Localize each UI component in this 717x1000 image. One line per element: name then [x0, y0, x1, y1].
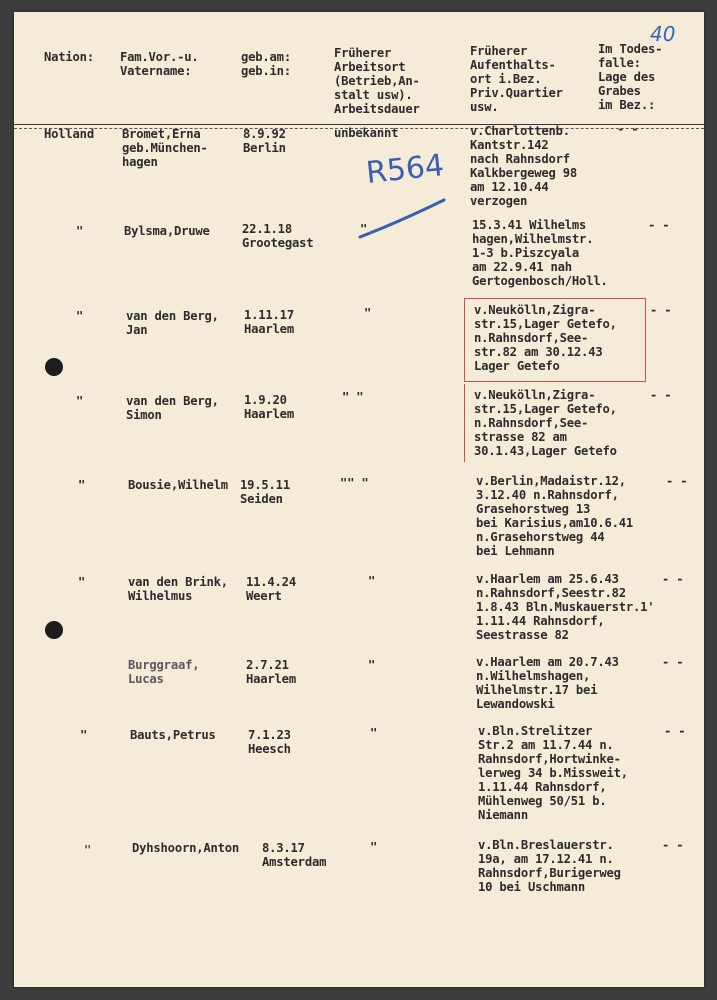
row4-nation: " [76, 394, 84, 408]
row2-born: 22.1.18 Grootegast [242, 222, 314, 250]
document-page [14, 12, 704, 987]
row1-born: 8.9.92 Berlin [243, 127, 286, 155]
row5-name: Bousie,Wilhelm [128, 478, 228, 492]
row3-name: van den Berg, Jan [126, 309, 219, 337]
header-born: geb.am: geb.in: [241, 50, 291, 78]
row5-work: "" " [340, 476, 369, 490]
row9-born: 8.3.17 Amsterdam [262, 841, 327, 869]
row1-nation: Holland [44, 127, 94, 141]
row3-nation: " [76, 309, 84, 323]
row8-grave: - - [664, 724, 686, 738]
header-name: Fam.Vor.-u. Vatername: [120, 50, 199, 78]
row1-name: Bromet,Erna geb.München- hagen [122, 127, 208, 169]
row1-work: unbekannt [334, 126, 399, 140]
page-number: 40 [650, 22, 676, 46]
row8-work: " [370, 726, 378, 740]
row8-nation: " [80, 728, 88, 742]
row5-residence: v.Berlin,Madaistr.12, 3.12.40 n.Rahnsdorf, Grasehorstweg 13 bei Karisius,am10.6.41 n.Grasehorstweg 44 bei Lehmann [476, 474, 634, 558]
red-mark-row4 [464, 384, 465, 462]
row6-nation: " [78, 575, 86, 589]
row8-residence: v.Bln.Strelitzer Str.2 am 11.7.44 n. Rahnsdorf,Hortwinke- lerweg 34 b.Missweit, 1.11.44 Rahnsdorf, Mühlenweg 50/51 b. Niemann [478, 724, 628, 822]
row3-work: " [364, 306, 372, 320]
row2-nation: " [76, 224, 84, 238]
row2-work: " [360, 222, 368, 236]
row7-grave: - - [662, 655, 684, 669]
row2-name: Bylsma,Druwe [124, 224, 210, 238]
row3-residence: v.Neukölln,Zigra- str.15,Lager Getefo, n.Rahnsdorf,See- str.82 am 30.12.43 Lager Getefo [474, 303, 617, 373]
row9-work: " [370, 840, 378, 854]
row3-born: 1.11.17 Haarlem [244, 308, 294, 336]
row4-grave: - - [650, 388, 672, 402]
row3-grave: - - [650, 303, 672, 317]
row9-grave: - - [662, 838, 684, 852]
punch-hole-upper [45, 358, 63, 376]
row7-name: Burggraaf, Lucas [128, 658, 200, 686]
row6-residence: v.Haarlem am 25.6.43 n.Rahnsdorf,Seestr.82 1.8.43 Bln.Muskauerstr.1' 1.11.44 Rahnsdorf, Seestrasse 82 [476, 572, 655, 642]
row6-grave: - - [662, 572, 684, 586]
row6-work: " [368, 574, 376, 588]
row4-residence: v.Neukölln,Zigra- str.15,Lager Getefo, n.Rahnsdorf,See- strasse 82 am 30.1.43,Lager Getefo [474, 388, 617, 458]
row4-name: van den Berg, Simon [126, 394, 219, 422]
row7-born: 2.7.21 Haarlem [246, 658, 296, 686]
row8-born: 7.1.23 Heesch [248, 728, 291, 756]
row6-born: 11.4.24 Weert [246, 575, 296, 603]
row9-name: Dyhshoorn,Anton [132, 841, 240, 855]
row9-nation: " [84, 843, 92, 857]
header-rule [14, 124, 704, 125]
row4-work: " " [342, 390, 364, 404]
row6-name: van den Brink, Wilhelmus [128, 575, 228, 603]
row1-residence: v.Charlottenb. Kantstr.142 nach Rahnsdorf Kalkbergeweg 98 am 12.10.44 verzogen [470, 124, 578, 208]
handwritten-stamp: R564 [364, 148, 446, 191]
header-workplace: Früherer Arbeitsort (Betrieb,An- stalt usw). Arbeitsdauer [334, 46, 420, 116]
row5-born: 19.5.11 Seiden [240, 478, 290, 506]
header-nation: Nation: [44, 50, 94, 64]
header-grave: Im Todes- falle: Lage des Grabes im Bez.: [598, 42, 663, 112]
row5-nation: " [78, 478, 86, 492]
row1-grave: - - [617, 122, 639, 136]
header-residence: Früherer Aufenthalts- ort i.Bez. Priv.Quartier usw. [470, 44, 563, 114]
row7-work: " [368, 658, 376, 672]
punch-hole-lower [45, 621, 63, 639]
row7-residence: v.Haarlem am 20.7.43 n.Wilhelmshagen, Wilhelmstr.17 bei Lewandowski [476, 655, 619, 711]
row2-residence: 15.3.41 Wilhelms hagen,Wilhelmstr. 1-3 b.Piszcyala am 22.9.41 nah Gertogenbosch/Holl. [472, 218, 608, 288]
row8-name: Bauts,Petrus [130, 728, 216, 742]
row9-residence: v.Bln.Breslauerstr. 19a, am 17.12.41 n. Rahnsdorf,Burigerweg 10 bei Uschmann [478, 838, 621, 894]
row4-born: 1.9.20 Haarlem [244, 393, 294, 421]
row2-grave: - - [648, 218, 670, 232]
row5-grave: - - [666, 474, 688, 488]
